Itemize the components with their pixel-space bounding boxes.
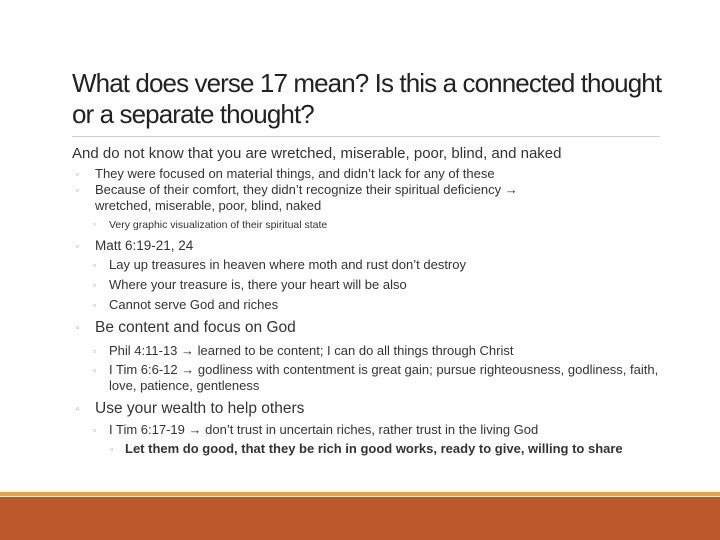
bullet-icon: ▫ (93, 260, 97, 270)
bullet-text: Use your wealth to help others (95, 400, 305, 417)
arrow-right-icon: → (504, 182, 518, 197)
intro-text: And do not know that you are wretched, miserable, poor, blind, and naked (72, 145, 562, 162)
bullet-icon: ▫ (93, 346, 97, 356)
bullet-text: Cannot serve God and riches (109, 297, 279, 312)
bullet-icon: ▫ (76, 241, 80, 251)
bullet-text: Lay up treasures in heaven where moth and rust don’t destroy (109, 257, 466, 272)
reference-text: I Tim 6:6-12 (109, 362, 178, 377)
sub-sub-bullet-do-good (110, 441, 655, 457)
bullet-comfort (76, 182, 672, 214)
bullet-text: They were focused on material things, and didn’t lack for any of these (95, 166, 495, 181)
bullet-icon: ▫ (76, 169, 80, 179)
footer-bar (0, 497, 720, 540)
reference-text: Phil 4:11-13 (109, 343, 178, 358)
bullet-text: godliness with contentment is great gain; pursue righteousness, godliness, faith, love, patience, gentleness (109, 362, 659, 393)
bullet-text: learned to be content; I can do all things through Christ (197, 343, 514, 358)
bullet-icon: ▫ (93, 365, 97, 375)
bullet-text: don’t trust in uncertain riches, rather trust in the living God (205, 422, 539, 437)
bullet-text: Very graphic visualization of their spiritual state (109, 219, 328, 231)
arrow-right-icon: → (188, 422, 202, 437)
sub-bullet-riches (93, 297, 672, 313)
sub-bullet-heart (93, 277, 672, 293)
bullet-icon: ▫ (76, 404, 80, 415)
bullet-wealth (76, 399, 672, 419)
title-divider (72, 136, 660, 137)
bullet-icon: ▫ (93, 425, 97, 435)
bullet-icon: ▫ (76, 323, 80, 334)
bullet-text: Let them do good, that they be rich in good works, ready to give, willing to share (125, 441, 623, 456)
bullet-icon: ▫ (93, 220, 96, 229)
sub-bullet-tim-6-6 (93, 362, 669, 394)
reference-text: I Tim 6:17-19 (109, 422, 185, 437)
sub-bullet-graphic (93, 218, 672, 232)
bullet-icon: ▫ (93, 280, 97, 290)
arrow-right-icon: → (181, 362, 195, 377)
sub-bullet-treasures (93, 257, 672, 273)
bullet-text: Matt 6:19-21, 24 (95, 238, 194, 253)
sub-bullet-tim-6-17 (93, 422, 672, 438)
bullet-icon: ▫ (93, 300, 97, 310)
slide-body (72, 144, 672, 457)
bullet-icon: ▫ (76, 185, 80, 195)
arrow-right-icon: → (181, 343, 195, 358)
bullet-text: Be content and focus on God (95, 319, 296, 336)
bullet-content (76, 318, 672, 338)
bullet-text: Where your treasure is, there your heart will be also (109, 277, 407, 292)
footer-accent-line (0, 492, 720, 496)
bullet-text: Because of their comfort, they didn’t recognize their spiritual deficiency (95, 182, 502, 197)
bullet-icon: ▫ (110, 444, 114, 454)
bullet-matt (76, 238, 672, 254)
bullet-material-things (76, 166, 672, 182)
slide-title: What does verse 17 mean? Is this a connected thought or a separate thought? (72, 68, 662, 129)
bullet-text-continued: wretched, miserable, poor, blind, naked (95, 198, 322, 213)
sub-bullet-phil (93, 343, 672, 359)
